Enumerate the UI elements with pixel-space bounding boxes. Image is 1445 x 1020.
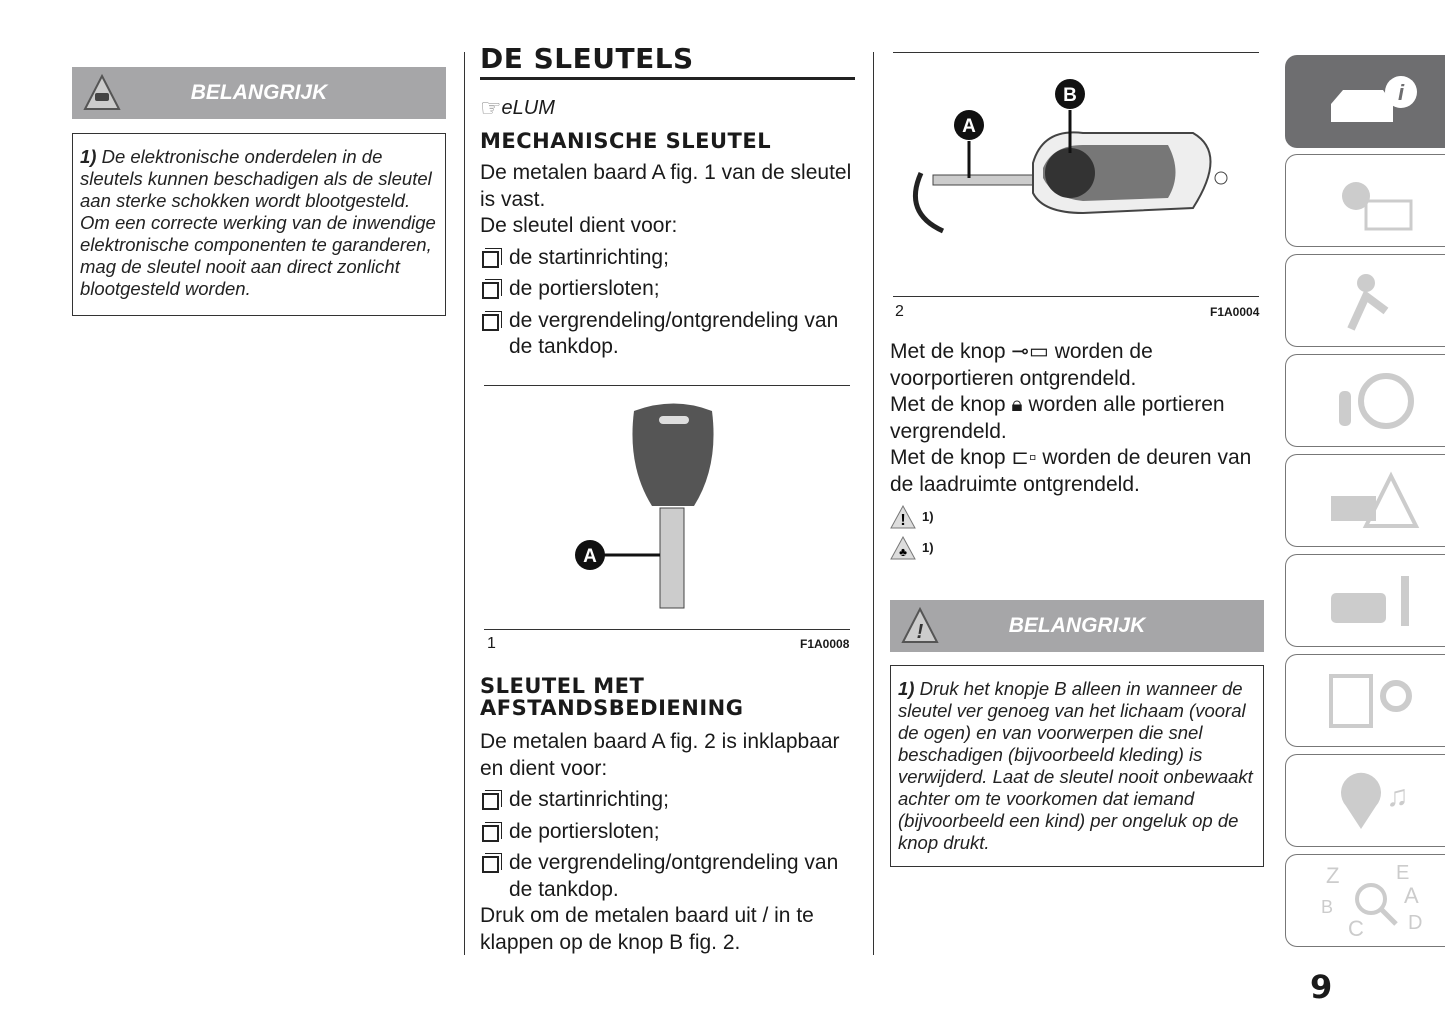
- list-item: de portiersloten;: [509, 277, 660, 300]
- figure-2: [893, 52, 1259, 297]
- svg-text:i: i: [1397, 79, 1404, 105]
- mechanical-key-illustration: [484, 386, 850, 629]
- tab-lights-messages[interactable]: [1285, 154, 1445, 247]
- environment-icon: [890, 536, 916, 560]
- svg-text:♣: ♣: [899, 544, 907, 559]
- warning-icon: [890, 505, 916, 529]
- checkbox-bullet-icon: [482, 825, 499, 842]
- section-heading: MECHANISCHE SLEUTEL: [480, 129, 772, 153]
- svg-text:Z: Z: [1325, 862, 1339, 888]
- figure-1: [484, 385, 850, 630]
- steering-wheel-icon: [1321, 371, 1421, 431]
- note-ref: 1): [922, 539, 934, 555]
- list-item: de vergrendeling/ontgrendeling van de tankdop.: [509, 851, 839, 901]
- figure-code: F1A0004: [1210, 305, 1260, 319]
- checkbox-bullet-icon: [482, 856, 499, 873]
- warning-header: [72, 67, 446, 119]
- tab-safety[interactable]: [1285, 254, 1445, 347]
- list-item: de startinrichting;: [509, 788, 669, 811]
- warning-text: De elektronische onderdelen in de sleutels kunnen beschadigen als de sleutel aan sterke schokken wordt blootgesteld. Om een correcte werking van de inwendige elektronische componenten te garanderen, mag de sleutel nooit aan direct zonlicht blootgesteld worden.: [80, 146, 436, 299]
- svg-text:A: A: [962, 116, 976, 137]
- tab-maintenance[interactable]: [1285, 554, 1445, 647]
- index-search-icon: [1316, 861, 1426, 941]
- paragraph: De metalen baard A fig. 2 is inklapbaar en dient voor:: [480, 730, 840, 780]
- paragraph: De metalen baard A fig. 1 van de sleutel is vast.: [480, 161, 852, 211]
- svg-text:C: C: [1347, 915, 1364, 941]
- checkbox-bullet-icon: [482, 314, 499, 331]
- emergency-icon: [1321, 471, 1421, 531]
- svg-text:A: A: [583, 546, 597, 567]
- tab-car-info[interactable]: [1285, 55, 1445, 148]
- warning-title: BELANGRIJK: [1008, 614, 1146, 637]
- warning-text: Druk het knopje B alleen in wanneer de sleutel ver genoeg van het lichaam (vooral de ogen) en van voorwerpen die snel beschadigen (bijvoorbeeld kleding) is verwijderd. Laat de sleutel nooit onbewaakt achter om te voorkomen dat iemand (bijvoorbeeld een kind) per ongeluk op de knop drukt.: [898, 678, 1253, 853]
- note-ref: 1): [898, 678, 915, 699]
- car-info-icon: [1321, 72, 1421, 132]
- paragraph: worden de deuren van de laadruimte ontgrendeld.: [890, 446, 1252, 496]
- warning-box: [890, 665, 1264, 867]
- column-divider: [873, 52, 874, 955]
- tab-emergency[interactable]: [1285, 454, 1445, 547]
- warning-title: BELANGRIJK: [190, 81, 328, 104]
- elum-badge: [480, 96, 855, 120]
- warning-box: [72, 133, 446, 316]
- svg-text:E: E: [1395, 861, 1409, 884]
- note-ref: 1): [80, 146, 97, 167]
- tab-multimedia[interactable]: [1285, 754, 1445, 847]
- safety-icon: [1321, 271, 1421, 331]
- lock-icon: 🔒︎: [1011, 393, 1023, 416]
- svg-text:B: B: [1063, 85, 1077, 106]
- paragraph: Druk om de metalen baard uit / in te klappen op de knop B fig. 2.: [480, 904, 814, 954]
- svg-text:A: A: [1403, 882, 1419, 908]
- figure-number: 1: [487, 635, 496, 652]
- checkbox-bullet-icon: [482, 793, 499, 810]
- paragraph: worden alle portieren vergrendeld.: [890, 393, 1225, 443]
- tab-technical-data[interactable]: [1285, 654, 1445, 747]
- page-title: DE SLEUTELS: [480, 42, 694, 75]
- note-ref: 1): [922, 509, 934, 524]
- list-item: de vergrendeling/ontgrendeling van de tankdop.: [509, 308, 839, 358]
- checkbox-bullet-icon: [482, 282, 499, 299]
- figure-code: F1A0008: [800, 637, 850, 651]
- paragraph: Met de knop: [890, 393, 1006, 416]
- svg-text:!: !: [900, 512, 906, 530]
- tab-index[interactable]: [1285, 854, 1445, 947]
- tab-starting-driving[interactable]: [1285, 354, 1445, 447]
- multimedia-icon: [1321, 771, 1421, 831]
- unlock-front-doors-icon: ⊸▭: [1011, 340, 1049, 363]
- warning-car-icon: [72, 67, 132, 119]
- paragraph: Met de knop: [890, 446, 1006, 469]
- svg-text:B: B: [1320, 896, 1333, 917]
- paragraph: worden de voorportieren ontgrendeld.: [890, 340, 1153, 390]
- elum-label: eLUM: [501, 96, 555, 119]
- list-item: de startinrichting;: [509, 245, 669, 269]
- paragraph: De sleutel dient voor:: [480, 214, 678, 237]
- lights-messages-icon: [1321, 171, 1421, 231]
- paragraph: Met de knop: [890, 340, 1006, 363]
- remote-key-illustration: [893, 53, 1259, 296]
- column-divider: [464, 52, 465, 955]
- warning-header: [890, 600, 1264, 652]
- list-item: de portiersloten;: [509, 819, 660, 843]
- technical-data-icon: [1321, 671, 1421, 731]
- section-heading: SLEUTEL MET AFSTANDSBEDIENING: [480, 674, 744, 720]
- svg-text:D: D: [1407, 911, 1422, 934]
- maintenance-icon: [1321, 571, 1421, 631]
- page-number: 9: [1310, 968, 1333, 1006]
- warning-icon: [890, 600, 950, 652]
- pointing-hand-icon: ☞: [480, 94, 502, 122]
- svg-text:♫: ♫: [1385, 779, 1408, 813]
- figure-number: 2: [895, 303, 904, 320]
- svg-text:!: !: [916, 621, 924, 643]
- unlock-cargo-icon: ⊏▫: [1011, 446, 1037, 469]
- checkbox-bullet-icon: [482, 251, 499, 268]
